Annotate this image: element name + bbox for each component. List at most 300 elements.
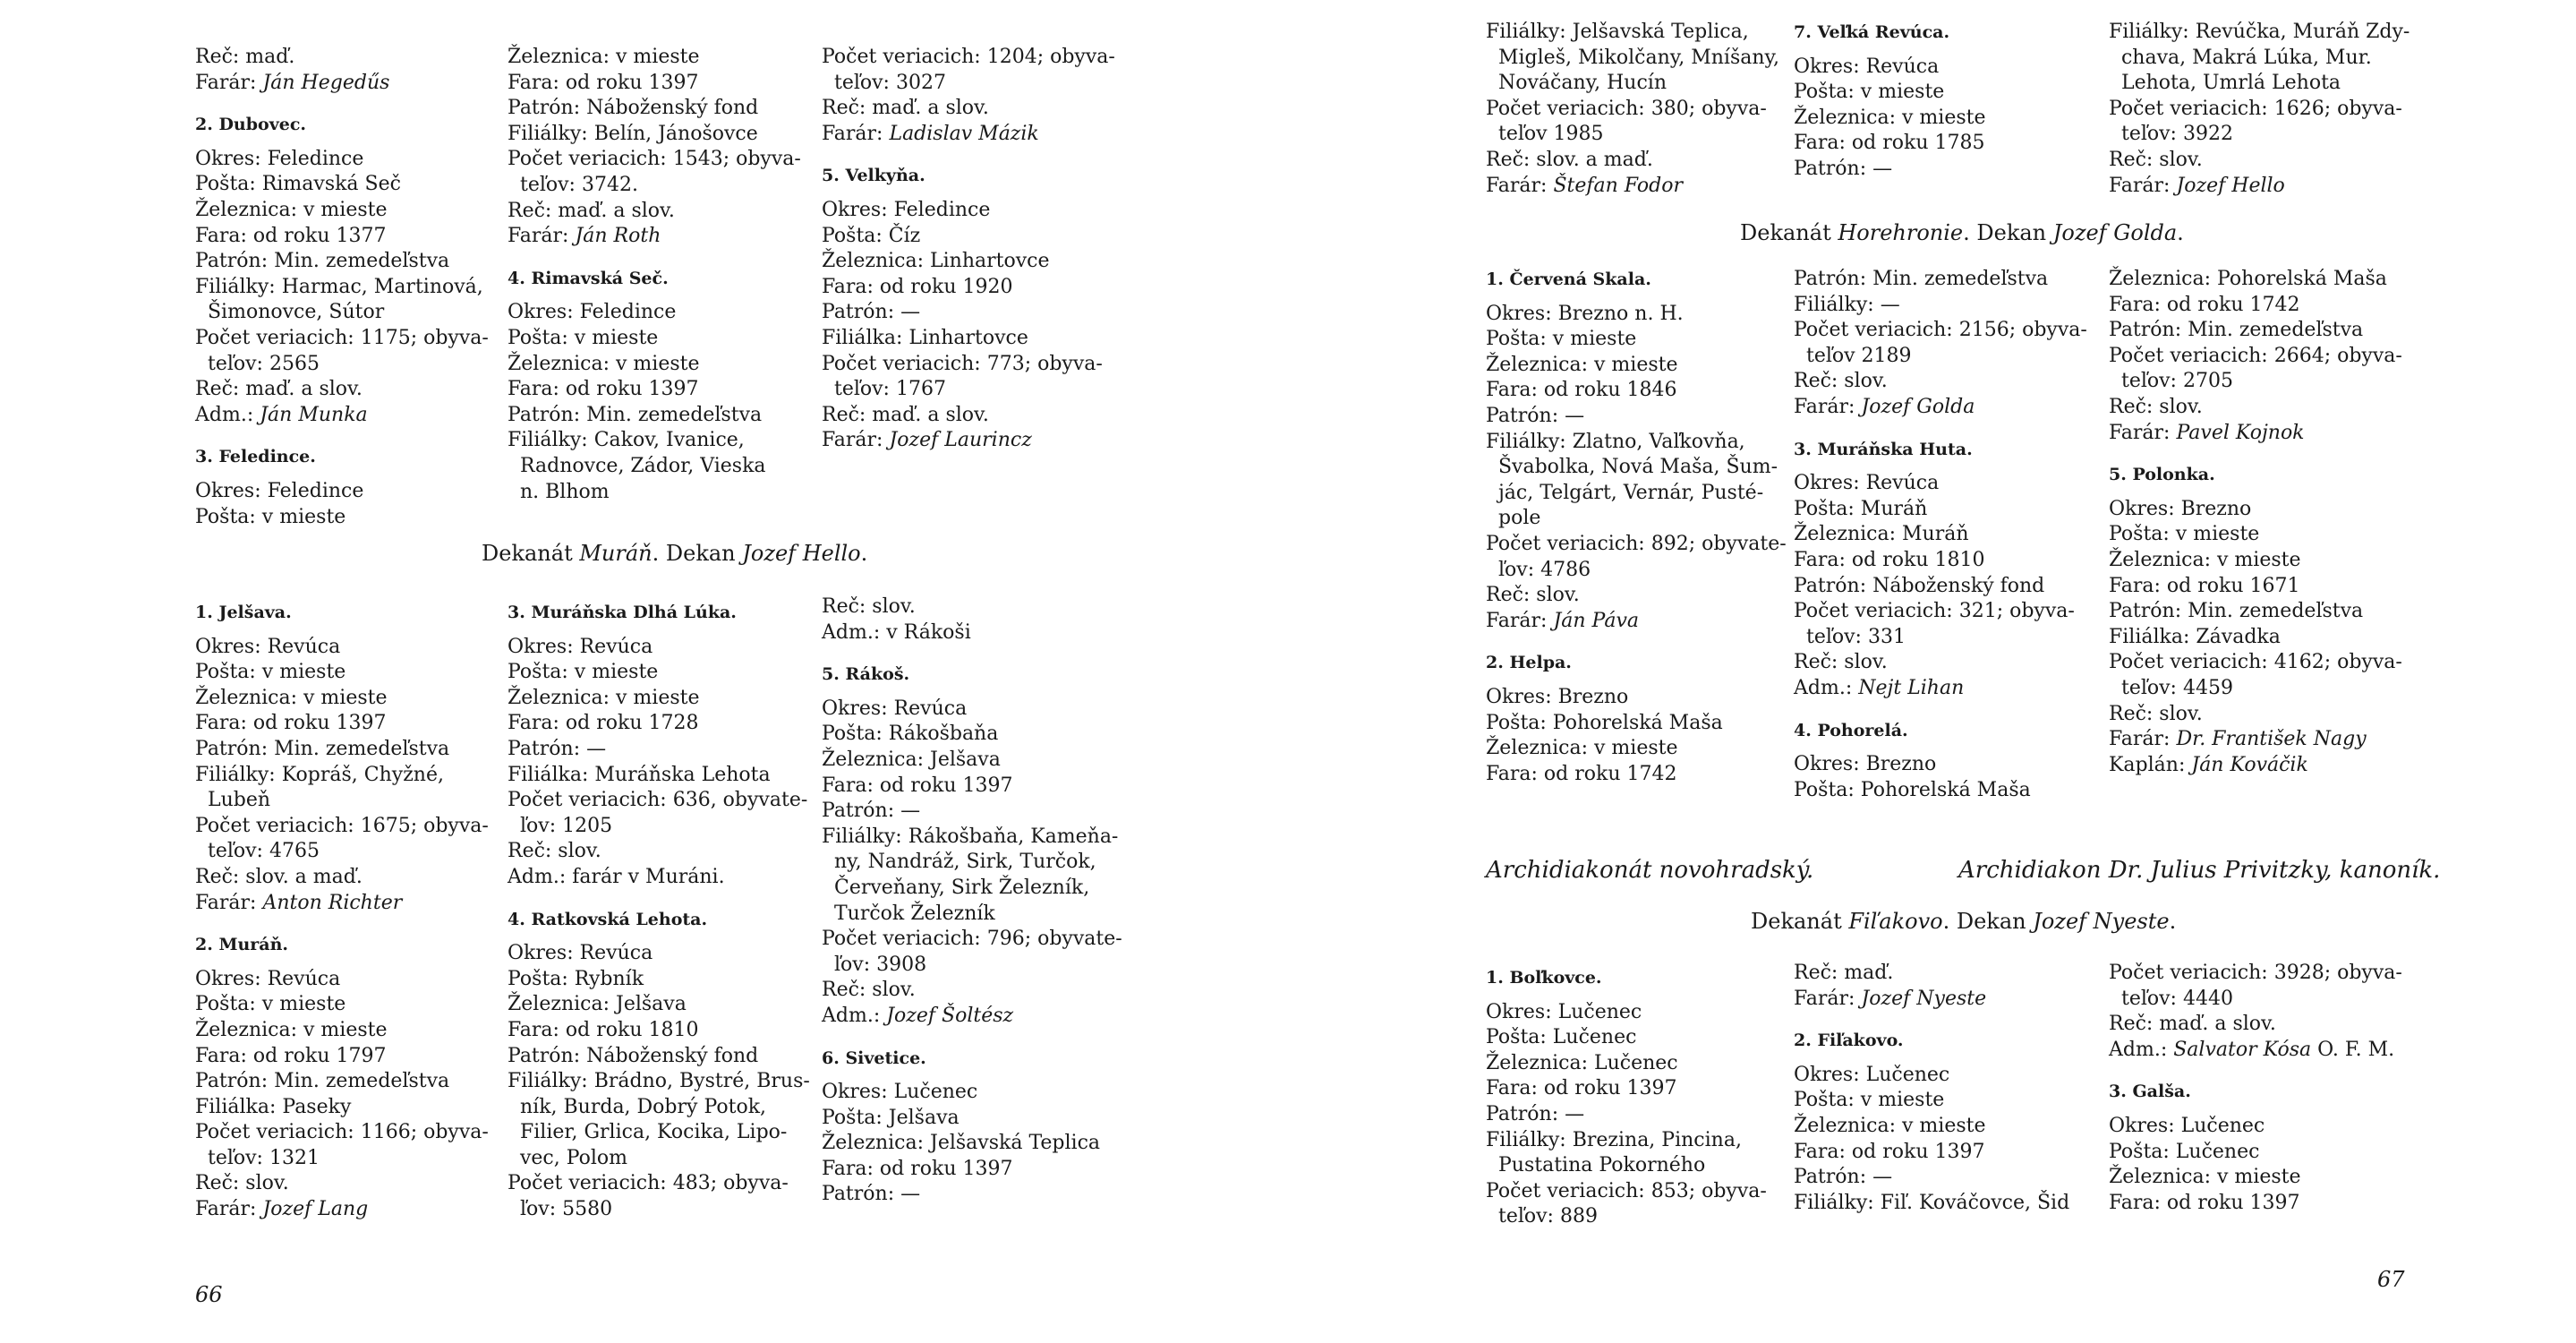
entry-line [1486,122,1781,148]
entry-text: Fara: od roku 1397 [822,774,1013,797]
entry-text: Počet veriacich: 892; obyvate- [1486,532,1787,555]
entry-text: Pošta: v mieste [508,661,659,684]
entry-heading: 7. Veľká Revúca. [1794,22,1950,42]
entry-text: Pošta: v mieste [195,993,346,1016]
entry-line [508,1095,803,1121]
entry-name: Jozef Laurincz [889,429,1032,452]
entry-line [1486,736,1781,762]
entry-text: Pošta: Rybník [508,967,644,990]
entry-line [195,352,490,378]
entry-line [195,763,490,789]
entry-text: Patrón: — [508,737,607,760]
entry-text: Počet veriacich: 4162; obyva- [2109,651,2402,674]
entry-text: Adm.: v Rákoši [822,620,971,644]
entry-text: Fara: od roku 1397 [508,71,699,94]
entry-text: Okres: Revúca [508,942,653,965]
column [2109,267,2431,778]
entry-text: Filiálka: Paseky [195,1095,352,1118]
entry-line [1794,961,2089,987]
entry-line [1486,1128,1781,1154]
entry-text: Okres: Revúca [822,697,968,720]
entry-text: Fara: od roku 1397 [1486,1077,1677,1100]
entry-line [822,825,1117,851]
entry-text: Fara: od roku 1797 [195,1044,387,1067]
entry-line [1794,1165,2089,1191]
entry-heading: 1. Boľkovce. [1486,968,1602,988]
entry-text: Reč: slov. [1794,370,1888,393]
entry-text: Fara: od roku 1810 [508,1018,699,1041]
entry-text: Okres: Revúca [1794,472,1940,495]
entry-line [1486,378,1781,404]
archidiakonat-left: Archidiakonát novohradský. [1486,857,1814,884]
entry-line [1794,987,2089,1013]
entry-line [195,224,490,250]
entry-text: pole [1486,507,1541,530]
entry-name: Nejt Lihan [1858,676,1965,699]
entry-heading: 1. Jelšava. [195,603,292,622]
entry-text: Filiálka: Závadka [2109,625,2281,648]
dekanat-part: . Dekan [652,541,743,566]
entry-line [1794,522,2089,548]
entry-line [195,326,490,352]
entry-line [1794,599,2089,625]
entry-text: Fara: od roku 1810 [1794,548,1985,571]
entry-name: Jozef Šoltész [886,1004,1014,1027]
entry-line [1794,778,2089,804]
entry-text: Farár: [1486,609,1554,632]
entry-line [2109,122,2431,148]
entry-line [508,428,803,454]
entry-text: Švabolka, Nová Maša, Šum- [1486,456,1778,479]
entry-line [195,249,490,275]
entry-line [2109,1140,2431,1166]
column [2109,961,2431,1216]
entry-text: Fara: od roku 1397 [508,378,699,401]
entry-text: Farár: [195,1198,263,1221]
entry-text: Reč: slov. [2109,395,2203,418]
entry-text: Pošta: v mieste [1794,81,1945,104]
entry-name: Jozef Lang [262,1198,369,1221]
entry-line [2109,599,2431,625]
entry-text: Reč: maď. a slov. [2109,1013,2276,1036]
dekanat-heading [482,540,867,567]
column [2109,20,2431,199]
entry-text: jác, Telgárt, Vernár, Pusté- [1486,481,1764,504]
entry-text: Filiálky: Harmac, Martinová, [195,275,483,298]
entry-line [2109,1165,2431,1191]
entry-line [1486,1076,1781,1102]
entry-line [1794,1191,2089,1217]
entry-name: Ján Roth [575,225,661,248]
entry-text: Reč: slov. a maď. [1486,148,1653,171]
entry-text: Fara: od roku 1742 [1486,762,1677,785]
entry-text: Železnica: v mieste [508,46,700,68]
entry-line [1794,574,2089,600]
entry-line [1794,1140,2089,1166]
entry-line [2109,961,2431,987]
entry-text: teľov: 3742. [508,173,638,196]
entry-line [2109,1191,2431,1217]
entry-line [2109,727,2431,753]
entry-line [508,660,803,686]
entry-line [195,967,490,993]
dekanat-part: . Dekan [1942,909,2034,934]
entry-line [508,480,803,506]
entry-text: Počet veriacich: 1175; obyva- [195,326,489,349]
entry-text: Počet veriacich: 636, obyvate- [508,789,808,812]
entry-name: Pavel Kojnok [2176,421,2305,444]
entry-text: Farár: [822,429,890,452]
entry-line [822,300,1117,326]
entry-text: Fara: od roku 1846 [1486,379,1677,402]
entry-text: Filiálka: Linhartovce [822,326,1028,349]
entry-line [508,1069,810,1095]
entry-line [195,198,490,224]
entry-line [1486,455,1781,481]
entry-line [1486,404,1781,430]
entry-line [822,249,1117,275]
entry-text: chava, Makrá Lúka, Mur. [2109,46,2372,69]
entry-line [822,224,1117,250]
entry-text: Železnica: v mieste [508,352,700,375]
entry-text: ľov: 3908 [822,953,927,976]
entry-line [195,377,490,403]
dekanat-part: Fiľakovo [1848,909,1943,934]
entry-text: Počet veriacich: 2156; obyva- [1794,319,2087,342]
entry-text: Patrón: — [1794,157,1893,180]
entry-text: Pošta: Pohorelská Maša [1486,711,1723,734]
entry-text: Farár: [2109,728,2177,751]
entry-line [822,595,1117,620]
entry-text: Fara: od roku 1377 [195,224,387,247]
entry-text: Počet veriacich: 1626; obyva- [2109,97,2402,120]
archidiakonat-right: Archidiakon Dr. Julius Privitzky, kanoník. [1958,857,2441,884]
entry-line [1794,318,2089,344]
entry-text: Radnovce, Zádor, Vieska [508,454,766,477]
entry-line [195,839,490,865]
entry-line [508,147,803,173]
entry-line [822,198,1117,224]
entry-line [2109,522,2431,548]
entry-line [195,275,490,301]
entry-heading: 1. Červená Skala. [1486,269,1651,289]
entry-text: Okres: Revúca [195,967,341,990]
entry-name: Jozef Nyeste [1861,987,1987,1010]
entry-text: teľov: 4765 [195,840,320,863]
entry-line [1794,55,2089,81]
entry-text: teľov: 889 [1486,1205,1598,1228]
entry-heading: 5. Polonka. [2109,465,2215,485]
entry-text: Pošta: v mieste [195,505,346,528]
entry-line [822,774,1117,800]
entry-text: Patrón: Min. zemedeľstva [1794,268,2049,290]
entry-text: Pošta: Rimavská Seč [195,173,401,196]
entry-text: Patrón: Min. zemedeľstva [2109,600,2364,623]
entry-text: Filiálky: Brezina, Pincina, [1486,1128,1742,1151]
entry-line [195,737,490,763]
entry-line [1486,1102,1781,1128]
entry-text: Počet veriacich: 1166; obyva- [195,1121,489,1144]
entry-line [1486,71,1781,97]
entry-text: Pošta: Číz [822,224,921,247]
entry-line [508,224,803,250]
entry-line [195,147,490,173]
entry-text: Filiálky: Kopráš, Chyžné, [195,763,444,786]
entry-text: Okres: Feledince [195,479,364,502]
entry-text: Pošta: v mieste [195,661,346,684]
entry-text: Patrón: — [1794,1166,1893,1189]
entry-line [2109,1038,2431,1064]
entry-line [508,686,803,712]
entry-line [822,722,1117,748]
entry-name: Salvator Kósa [2173,1038,2312,1061]
dekanat-part: . Dekan [1963,220,2053,245]
entry-line [1794,395,2089,421]
entry-line [195,891,490,917]
entry-text: Farár: [2109,421,2177,444]
entry-text: Patrón: — [1486,1102,1585,1125]
entry-text: Pošta: Lučenec [1486,1026,1637,1049]
entry-line [1486,353,1781,379]
entry-name: Anton Richter [262,891,403,914]
entry-text: Farár: [195,891,263,914]
entry-heading: 5. Rákoš. [822,664,910,685]
entry-line [2109,395,2431,421]
entry-text: Filiálky: Rákošbaňa, Kameňa- [822,825,1119,848]
entry-text: teľov: 331 [1794,625,1906,648]
entry-line [508,967,803,993]
entry-text: Počet veriacich: 321; obyva- [1794,600,2075,623]
entry-line [2109,421,2431,447]
entry-name: Ján Hegedűs [262,71,390,94]
entry-line [822,850,1117,876]
entry-line [822,1131,1117,1157]
entry-line [195,1069,490,1095]
entry-text: Patrón: — [822,800,921,823]
entry-text: Železnica: Muráň [1794,523,1969,546]
dekanat-part: . [2177,220,2184,245]
entry-line [2109,148,2431,174]
entry-text: Adm.: [2109,1038,2174,1061]
entry-text: Pošta: v mieste [1794,1089,1945,1112]
entry-line [508,635,803,661]
entry-line [2109,267,2431,293]
entry-line [195,172,490,198]
entry-text: Šimonovce, Sútor [195,301,385,324]
entry-line [1486,1051,1781,1077]
entry-name: Ján Munka [260,403,368,426]
entry-line [195,814,490,840]
entry-text: Železnica: Jelšava [508,993,687,1016]
entry-line [822,620,1117,646]
entry-line [822,428,1117,454]
entry-text: Pošta: Lučenec [2109,1140,2260,1163]
entry-text: Železnica: Lučenec [1486,1051,1678,1074]
entry-line [822,978,1117,1004]
entry-line [508,45,803,71]
entry-line [1486,762,1781,788]
entry-heading: 3. Muráňska Huta. [1794,439,1973,459]
entry-line [508,788,808,814]
entry-text: Reč: maď. [195,46,295,68]
dekanat-part: Dekanát [482,541,580,566]
entry-line [2109,625,2431,651]
entry-line [822,122,1117,148]
entry-line [1486,558,1781,584]
entry-text: Kaplán: [2109,753,2192,776]
column [1486,20,1781,199]
entry-line [1486,532,1787,558]
entry-line [1794,497,2089,523]
entry-heading: 2. Dubovec. [195,115,307,135]
entry-line [508,839,803,865]
entry-text: Farár: [1794,395,1862,418]
entry-text: Farár: [508,225,576,248]
entry-text: Filiálky: Fiľ. Kováčovce, Šid [1794,1191,2070,1214]
entry-line [2109,318,2431,344]
entry-line [1794,106,2089,132]
entry-text: Železnica: Linhartovce [822,250,1050,273]
entry-line [1794,471,2089,497]
entry-line [1794,157,2089,183]
entry-line [1794,1114,2089,1140]
entry-line [2109,987,2431,1013]
entry-text: Pošta: Rákošbaňa [822,723,999,746]
dekanat-part: Jozef Nyeste [2033,909,2170,934]
entry-text: Okres: Brezno [2109,497,2252,520]
entry-text: teľov: 2565 [195,352,320,375]
entry-line [508,403,803,429]
entry-text: Fara: od roku 1397 [822,1157,1013,1180]
entry-line [1794,650,2089,676]
entry-text: Železnica: Pohorelská Maša [2109,268,2387,290]
entry-line [195,1146,490,1172]
entry-text: Farár: [195,71,263,94]
entry-line [508,992,803,1018]
entry-line [195,992,490,1018]
entry-text: Farár: [822,122,890,145]
dekanat-part: Muráň [579,541,653,566]
entry-text: Filiálky: Cakov, Ivanice, [508,429,745,452]
entry-line [195,1044,490,1070]
entry-text: Počet veriacich: 2664; obyva- [2109,344,2402,367]
entry-line [508,1171,803,1197]
entry-text: Adm.: farár v Muráni. [508,865,725,888]
entry-text: Patrón: — [822,301,921,324]
entry-line [195,1171,490,1197]
entry-text: teľov: 1321 [195,1146,320,1169]
entry-text: Adm.: [822,1004,887,1027]
entry-line [1794,752,2089,778]
entry-name: Ladislav Mázik [889,122,1039,145]
entry-line [1794,625,2089,651]
column [822,595,1122,1208]
entry-text: Adm.: [1794,676,1859,699]
entry-line [2109,702,2431,728]
entry-line [195,300,490,326]
column [1794,20,2089,183]
entry-text: Filiálky: Brádno, Bystré, Brus- [508,1070,810,1093]
entry-text: Okres: Lučenec [822,1081,978,1104]
entry-line [1486,609,1781,635]
entry-text: Červeňany, Sirk Železník, [822,876,1090,899]
entry-line [822,96,1117,122]
entry-line [195,45,490,71]
entry-text: Počet veriacich: 483; obyva- [508,1172,789,1195]
entry-text: Pošta: v mieste [508,326,659,349]
entry-line [195,660,490,686]
entry-text: Okres: Lučenec [1794,1063,1950,1086]
entry-line [508,737,803,763]
entry-line [1486,1025,1781,1051]
entry-name: Štefan Fodor [1553,174,1683,197]
entry-text: Železnica: v mieste [1794,106,1986,129]
entry-text: Počet veriacich: 1204; obyva- [822,46,1115,68]
entry-name: Jozef Golda [1861,395,1975,418]
entry-text: Reč: maď. a slov. [822,97,989,120]
entry-heading: 3. Galša. [2109,1082,2191,1102]
entry-text: ník, Burda, Dobrý Potok, [508,1095,767,1118]
entry-text: Reč: maď. [1794,962,1894,984]
entry-line [195,1197,490,1223]
entry-text: Počet veriacich: 796; obyvate- [822,928,1122,951]
entry-text: Reč: slov. [1794,651,1888,674]
entry-text: Okres: Lučenec [2109,1114,2265,1137]
entry-line [195,1095,490,1121]
entry-line [2109,548,2431,574]
entry-line [1794,131,2089,157]
entry-text: teľov 2189 [1794,344,1912,367]
entry-text: Pošta: Pohorelská Maša [1794,778,2031,801]
entry-text: Okres: Feledince [822,198,991,221]
entry-text: Reč: maď. a slov. [195,378,363,401]
entry-line [2109,676,2431,702]
column [1486,267,1787,787]
column [508,45,803,505]
entry-text: Reč: slov. a maď. [195,865,363,888]
entry-line [2109,174,2431,200]
entry-line [1486,20,1781,46]
column [195,600,490,1223]
entry-text: Nováčany, Hucín [1486,72,1668,95]
entry-text: Okres: Brezno [1794,753,1937,776]
page-number: 66 [195,1282,223,1307]
entry-suffix: O. F. M. [2311,1038,2395,1061]
entry-heading: 3. Feledince. [195,447,316,467]
entry-line [2109,344,2431,370]
entry-line [1794,293,2089,319]
entry-text: teľov 1985 [1486,123,1604,146]
entry-line [822,1004,1117,1030]
entry-text: Adm.: [195,403,260,426]
entry-text: Patrón: Náboženský fond [508,97,759,120]
entry-line [508,711,803,737]
entry-line [1486,711,1781,737]
entry-name: Jozef Hello [2176,174,2285,197]
entry-line [508,352,803,378]
dekanat-part: Dekanát [1751,909,1849,934]
entry-line [195,686,490,712]
entry-line [508,1120,803,1146]
dekanat-part: . [2169,909,2177,934]
entry-line [1794,676,2089,702]
entry-text: Reč: slov. [822,979,916,1002]
entry-text: Pošta: Jelšava [822,1106,960,1129]
entry-line [508,300,803,326]
entry-text: Fara: od roku 1397 [2109,1191,2300,1214]
entry-heading: 2. Muráň. [195,935,289,955]
entry-text: Fara: od roku 1920 [822,275,1013,298]
